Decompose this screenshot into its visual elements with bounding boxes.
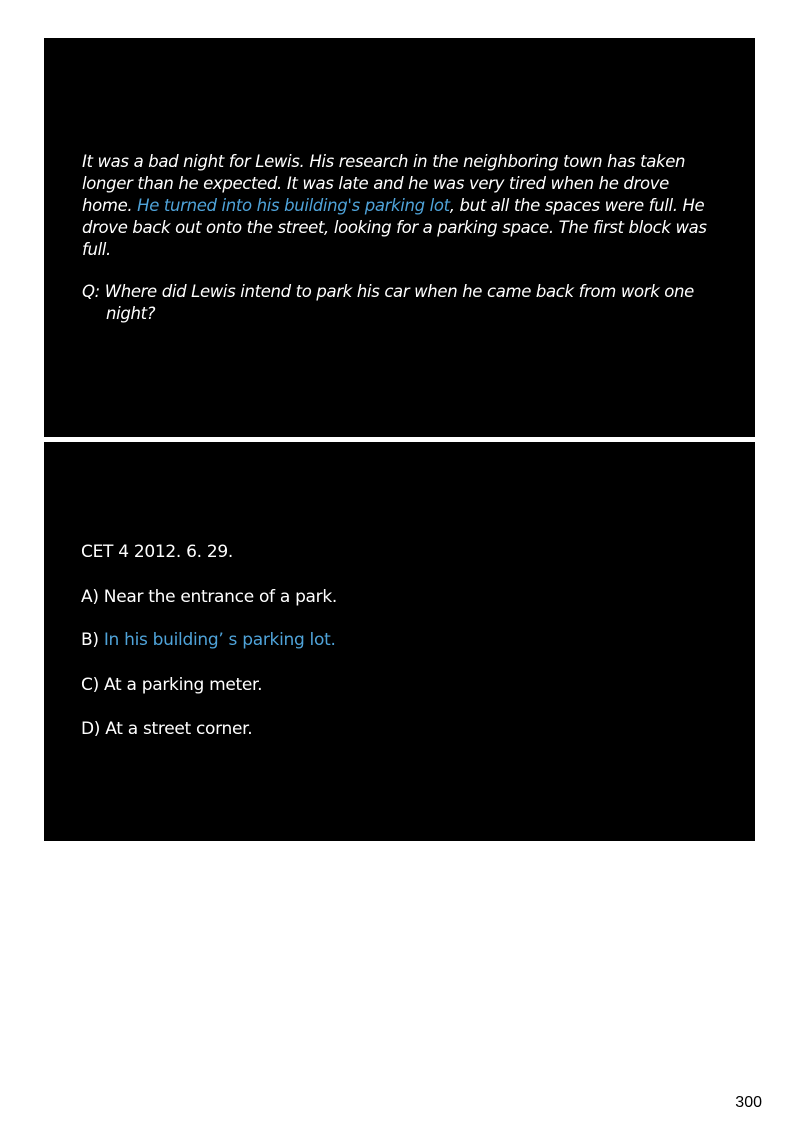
passage-highlight: He turned into his building's parking lot	[137, 196, 450, 215]
option-d	[81, 718, 252, 740]
option-a-text: Near the entrance of a park.	[103, 587, 338, 607]
exam-source: CET 4 2012. 6. 29.	[81, 542, 233, 562]
option-d-text: At a street corner.	[105, 719, 253, 739]
passage-text-after: , but all the spaces were full. He drove back out onto the street, looking for a parking space. The first block was full.	[82, 196, 707, 259]
option-b-letter: B)	[81, 630, 99, 650]
question-text: Q: Where did Lewis intend to park his car when he came back from work one night?	[82, 282, 694, 323]
passage-text-before: It was a bad night for Lewis. His research in the neighboring town has taken longer than he expected. It was late and he was very tired when he drove home.	[82, 152, 686, 215]
passage-text	[82, 151, 722, 261]
passage-slide	[44, 38, 755, 437]
option-b	[81, 629, 336, 651]
options-slide	[44, 442, 755, 841]
option-c-text: At a parking meter.	[104, 675, 263, 695]
option-a	[81, 586, 337, 608]
page-number: 300	[735, 1094, 762, 1111]
option-c	[81, 674, 262, 696]
option-d-letter: D)	[81, 719, 101, 739]
option-a-letter: A)	[81, 587, 99, 607]
option-b-text: In his building’ s parking lot.	[103, 630, 336, 650]
option-c-letter: C)	[81, 675, 99, 695]
